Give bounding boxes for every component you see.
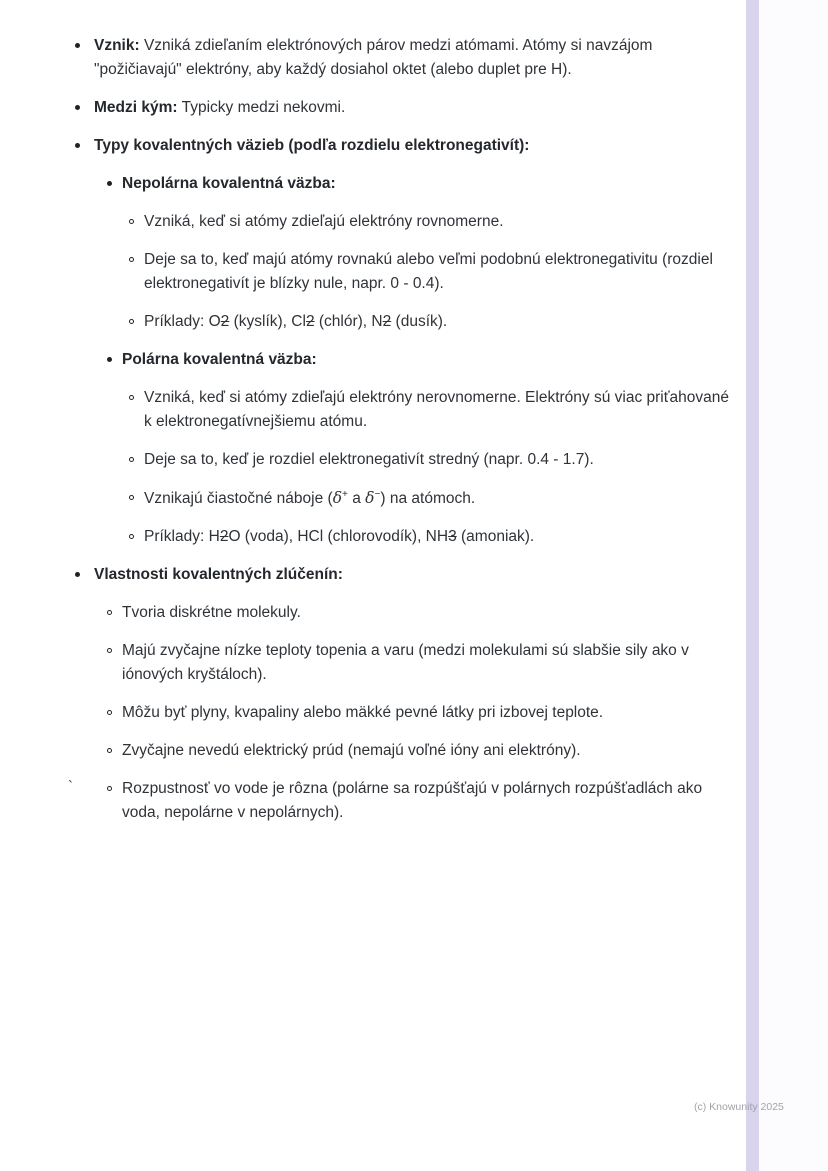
list-item-text: Nepolárna kovalentná väzba:: [122, 175, 336, 192]
bullet-circle-marker: [129, 395, 134, 400]
list-item: [73, 777, 741, 825]
bullet-circle-marker: [129, 495, 134, 500]
list-item: [73, 248, 741, 296]
list-item: [73, 172, 741, 196]
page-right-margin: [759, 0, 828, 1171]
list-item-text: Vznik: Vzniká zdieľaním elektrónových párov medzi atómami. Atómy si navzájom "požičiavajú" elektróny, aby každý dosiahol oktet (alebo duplet pre H).: [94, 37, 653, 78]
bullet-disc-marker: [75, 572, 80, 577]
list-item-text: Môžu byť plyny, kvapaliny alebo mäkké pevné látky pri izbovej teplote.: [122, 704, 604, 721]
bullet-circle-marker: [107, 748, 112, 753]
list-item: [73, 639, 741, 687]
list-item-text: Deje sa to, keď majú atómy rovnakú alebo veľmi podobnú elektronegativitu (rozdiel elektronegativít je blízky nule, napr. 0 - 0.4).: [144, 251, 713, 292]
list-item-text: Majú zvyčajne nízke teploty topenia a varu (medzi molekulami sú slabšie sily ako v iónových kryštáloch).: [122, 642, 689, 683]
copyright-text: (c) Knowunity 2025: [694, 1101, 784, 1113]
list-item-text: Zvyčajne nevedú elektrický prúd (nemajú voľné ióny ani elektróny).: [122, 742, 581, 759]
list-item-text: Polárna kovalentná väzba:: [122, 351, 317, 368]
page-edge-stripe: [746, 0, 759, 1171]
list-item-text: Typy kovalentných väzieb (podľa rozdielu elektronegativít):: [94, 137, 530, 154]
list-item: [73, 96, 741, 120]
list-item: [73, 210, 741, 234]
bullet-circle-marker: [129, 534, 134, 539]
document-list: [73, 34, 741, 839]
list-item: [73, 701, 741, 725]
bullet-circle-marker: [107, 786, 112, 791]
list-item-text: Tvoria diskrétne molekuly.: [122, 604, 301, 621]
list-item-text: Rozpustnosť vo vode je rôzna (polárne sa rozpúšťajú v polárnych rozpúšťadlách ako voda, nepolárne v nepolárnych).: [122, 780, 703, 821]
bullet-circle-marker: [107, 710, 112, 715]
bullet-disc-marker: [75, 143, 80, 148]
bullet-circle-marker: [107, 610, 112, 615]
bullet-circle-marker: [129, 319, 134, 324]
bullet-circle-marker: [129, 219, 134, 224]
list-item: [73, 739, 741, 763]
bullet-circle-marker: [107, 648, 112, 653]
bullet-circle-marker: [129, 257, 134, 262]
list-item: [73, 486, 741, 511]
list-item-text: Vzniká, keď si atómy zdieľajú elektróny rovnomerne.: [144, 213, 504, 230]
list-item: [73, 525, 741, 549]
list-item: [73, 134, 741, 158]
list-item-text: Príklady: H2O (voda), HCl (chlorovodík), NH3 (amoniak).: [144, 528, 535, 545]
bullet-disc-marker: [107, 181, 112, 186]
list-item: [73, 310, 741, 334]
list-item-text: Vzniká, keď si atómy zdieľajú elektróny nerovnomerne. Elektróny sú viac priťahované k elektronegatívnejšiemu atómu.: [144, 389, 730, 430]
bullet-disc-marker: [107, 357, 112, 362]
list-item: [73, 448, 741, 472]
list-item-text: Medzi kým: Typicky medzi nekovmi.: [94, 99, 346, 116]
list-item: [73, 563, 741, 587]
list-item-text: Vlastnosti kovalentných zlúčenín:: [94, 566, 343, 583]
list-item: [73, 348, 741, 372]
list-item-text: Deje sa to, keď je rozdiel elektronegativít stredný (napr. 0.4 - 1.7).: [144, 451, 594, 468]
bullet-disc-marker: [75, 105, 80, 110]
list-item: [73, 601, 741, 625]
list-item: [73, 386, 741, 434]
bullet-circle-marker: [129, 457, 134, 462]
list-item: [73, 34, 741, 82]
stray-backtick-mark: `: [68, 778, 73, 795]
bullet-disc-marker: [75, 43, 80, 48]
list-item-text: Vznikajú čiastočné náboje (δ+ a δ−) na atómoch.: [144, 488, 476, 507]
list-item-text: Príklady: O2 (kyslík), Cl2 (chlór), N2 (dusík).: [144, 313, 448, 330]
